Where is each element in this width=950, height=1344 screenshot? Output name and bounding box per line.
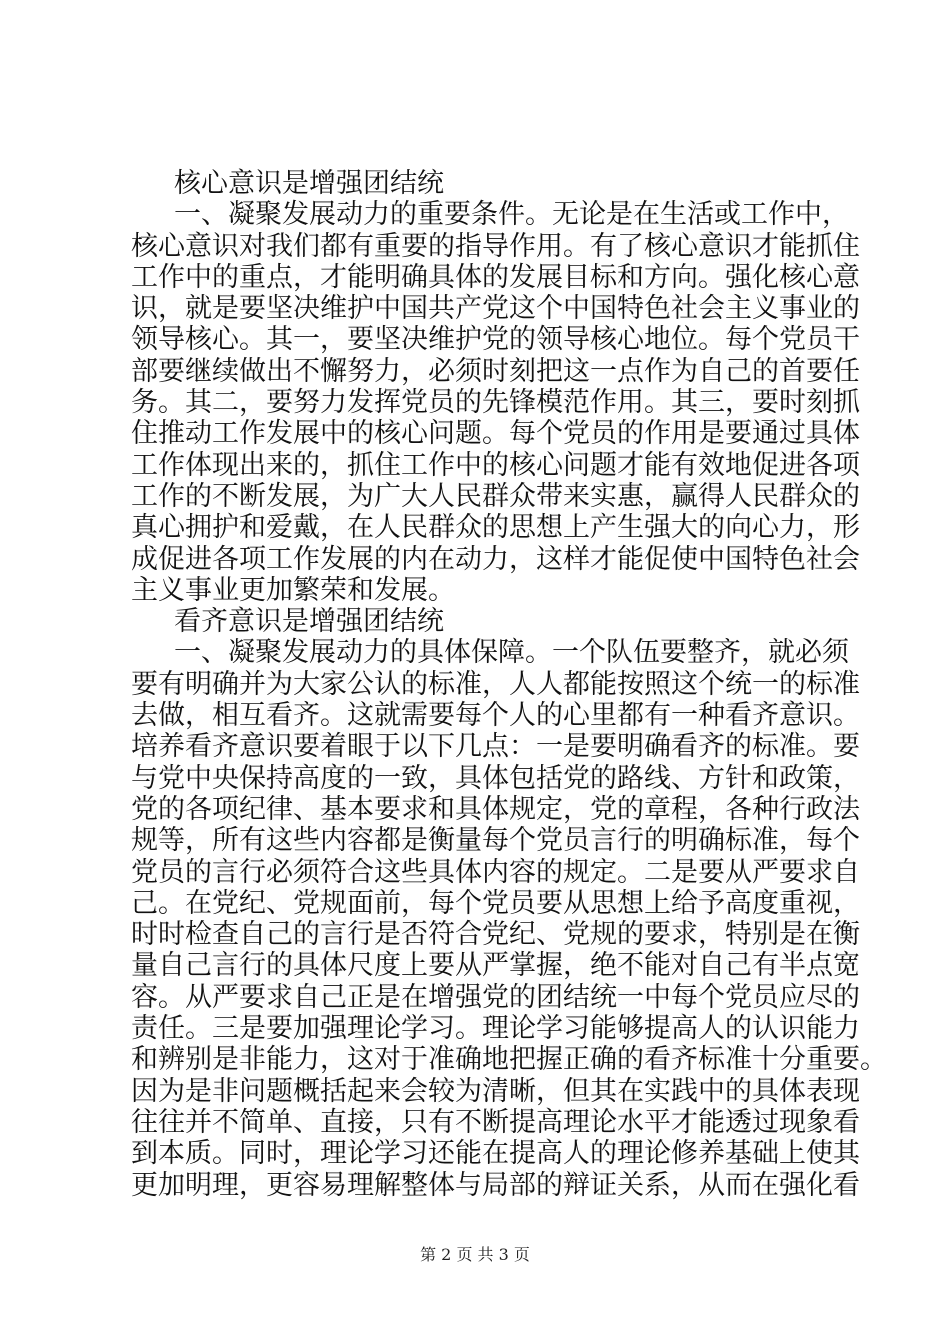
text-line: 领导核心。其一，要坚决维护党的领导核心地位。每个党员干: [131, 324, 860, 356]
text-line: 住推动工作发展中的核心问题。每个党员的作用是要通过具体: [131, 418, 860, 450]
page-footer: 第 2 页 共 3 页: [420, 1245, 530, 1264]
text-line: 培养看齐意识要着眼于以下几点：一是要明确看齐的标准。要: [131, 731, 860, 763]
text-line: 更加明理，更容易理解整体与局部的辩证关系，从而在强化看: [131, 1169, 860, 1201]
text-line: 部要继续做出不懈努力，必须时刻把这一点作为自己的首要任: [131, 355, 860, 387]
text-line: 看齐意识是增强团结统: [174, 606, 444, 638]
text-line: 一、凝聚发展动力的重要条件。无论是在生活或工作中，: [174, 199, 849, 231]
text-line: 和辨别是非能力，这对于准确地把握正确的看齐标准十分重要。: [131, 1044, 887, 1076]
text-line: 核心意识是增强团结统: [174, 168, 444, 199]
text-line: 真心拥护和爱戴，在人民群众的思想上产生强大的向心力，形: [131, 512, 860, 544]
text-line: 务。其二，要努力发挥党员的先锋模范作用。其三，要时刻抓: [131, 387, 860, 419]
document-body: [131, 168, 887, 1201]
text-line: 时时检查自己的言行是否符合党纪、党规的要求，特别是在衡: [131, 919, 860, 951]
text-line: 识，就是要坚决维护中国共产党这个中国特色社会主义事业的: [131, 293, 860, 325]
text-line: 一、凝聚发展动力的具体保障。一个队伍要整齐，就必须: [174, 637, 849, 669]
text-line: 主义事业更加繁荣和发展。: [131, 574, 455, 606]
text-line: 到本质。同时，理论学习还能在提高人的理论修养基础上使其: [131, 1138, 860, 1170]
text-line: 与党中央保持高度的一致，具体包括党的路线、方针和政策，: [131, 762, 860, 794]
text-line: 规等，所有这些内容都是衡量每个党员言行的明确标准，每个: [131, 825, 860, 857]
text-line: 己。在党纪、党规面前，每个党员要从思想上给予高度重视，: [131, 887, 860, 919]
text-line: 因为是非问题概括起来会较为清晰，但其在实践中的具体表现: [131, 1075, 860, 1107]
text-line: 党的各项纪律、基本要求和具体规定，党的章程，各种行政法: [131, 793, 860, 825]
text-line: 量自己言行的具体尺度上要从严掌握，绝不能对自己有半点宽: [131, 950, 860, 982]
text-line: 容。从严要求自己正是在增强党的团结统一中每个党员应尽的: [131, 981, 860, 1013]
text-line: 要有明确并为大家公认的标准，人人都能按照这个统一的标准: [131, 668, 860, 700]
text-line: 去做，相互看齐。这就需要每个人的心里都有一种看齐意识。: [131, 700, 860, 732]
text-line: 工作的不断发展，为广大人民群众带来实惠，赢得人民群众的: [131, 480, 860, 512]
text-line: 工作中的重点，才能明确具体的发展目标和方向。强化核心意: [131, 261, 860, 293]
text-line: 责任。三是要加强理论学习。理论学习能够提高人的认识能力: [131, 1013, 860, 1045]
text-line: 工作体现出来的，抓住工作中的核心问题才能有效地促进各项: [131, 449, 860, 481]
text-line: 往往并不简单、直接，只有不断提高理论水平才能透过现象看: [131, 1106, 860, 1138]
text-line: 核心意识对我们都有重要的指导作用。有了核心意识才能抓住: [131, 230, 860, 262]
text-line: 党员的言行必须符合这些具体内容的规定。二是要从严要求自: [131, 856, 860, 888]
text-line: 成促进各项工作发展的内在动力，这样才能促使中国特色社会: [131, 543, 860, 575]
